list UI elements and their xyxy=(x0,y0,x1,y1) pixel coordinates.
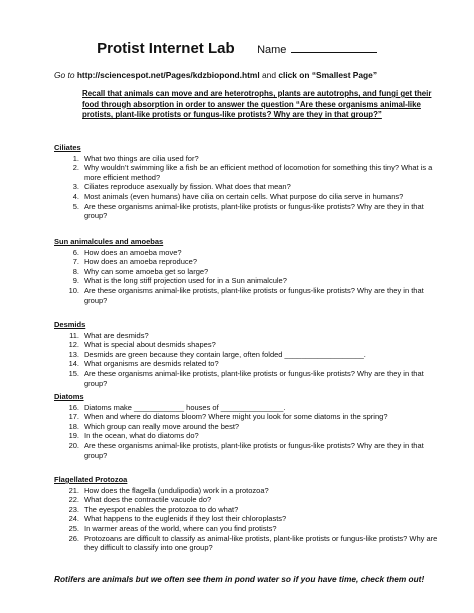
question-text: Are these organisms animal-like protists, plant-like protists or fungus-like protists? Why are they in that group? xyxy=(84,285,424,305)
question-text: The eyespot enables the protozoa to do what? xyxy=(84,504,239,514)
question-number: 5. xyxy=(72,201,79,211)
question-text: What is the long stiff projection used for in a Sun animalcule? xyxy=(84,276,287,286)
question-text: Are these organisms animal-like protists, plant-like protists or fungus-like protists? Why are they in that group? xyxy=(84,368,424,388)
question-item xyxy=(54,248,444,258)
question-number: 26. xyxy=(68,533,79,543)
section-heading: Desmids xyxy=(54,320,86,329)
question-item xyxy=(54,331,444,341)
question-text: How does the flagella (undulipodia) work in a protozoa? xyxy=(84,485,269,495)
question-item xyxy=(54,276,444,286)
question-item xyxy=(54,350,444,360)
name-label: Name xyxy=(257,44,287,56)
question-text: What is special about desmids shapes? xyxy=(84,340,216,350)
section-sun-animalcules xyxy=(54,237,444,305)
question-number: 2. xyxy=(72,163,79,173)
name-blank-line xyxy=(291,42,377,53)
question-text: When and where do diatoms bloom? Where might you look for some diatoms in the spring? xyxy=(84,412,388,422)
goto-action: click on “Smallest Page” xyxy=(278,70,378,80)
question-number: 25. xyxy=(68,523,79,533)
question-number: 8. xyxy=(72,266,79,276)
goto-instruction xyxy=(54,70,377,80)
question-text: How does an amoeba move? xyxy=(84,247,182,257)
question-number: 24. xyxy=(68,514,79,524)
question-text: What does the contractile vacuole do? xyxy=(84,495,212,505)
question-item xyxy=(54,182,444,192)
section-heading: Sun animalcules and amoebas xyxy=(54,237,164,246)
question-number: 3. xyxy=(72,182,79,192)
question-text: Ciliates reproduce asexually by fission. What does that mean? xyxy=(84,182,291,192)
question-number: 15. xyxy=(68,368,79,378)
question-item xyxy=(54,202,444,221)
question-item xyxy=(54,267,444,277)
question-number: 20. xyxy=(68,440,79,450)
question-number: 6. xyxy=(72,247,79,257)
title-row xyxy=(0,40,474,58)
question-item xyxy=(54,441,444,460)
section-heading: Flagellated Protozoa xyxy=(54,475,128,484)
question-text: Diatoms make ____________ houses of _______________. xyxy=(84,402,286,412)
question-number: 10. xyxy=(68,285,79,295)
question-item xyxy=(54,495,444,505)
question-text: How does an amoeba reproduce? xyxy=(84,257,197,267)
question-item xyxy=(54,257,444,267)
question-number: 14. xyxy=(68,359,79,369)
question-number: 4. xyxy=(72,191,79,201)
question-text: Most animals (even humans) have cilia on certain cells. What purpose do cilia serve in humans? xyxy=(84,191,404,201)
question-number: 1. xyxy=(72,153,79,163)
section-ciliates xyxy=(54,143,444,221)
question-text: Which group can really move around the best? xyxy=(84,421,240,431)
question-text: In the ocean, what do diatoms do? xyxy=(84,431,199,441)
goto-middle: and xyxy=(262,70,276,80)
question-item xyxy=(54,422,444,432)
question-number: 16. xyxy=(68,402,79,412)
question-number: 12. xyxy=(68,340,79,350)
question-number: 17. xyxy=(68,412,79,422)
section-heading: Diatoms xyxy=(54,392,84,401)
question-text: What organisms are desmids related to? xyxy=(84,359,219,369)
question-text: In warmer areas of the world, where can you find protists? xyxy=(84,523,277,533)
question-item xyxy=(54,163,444,182)
goto-url[interactable]: http://sciencespot.net/Pages/kdzbiopond.html xyxy=(76,70,260,80)
question-item xyxy=(54,192,444,202)
question-text: Protozoans are difficult to classify as animal-like protists, plant-like protists or fungus-like protists? Why are they difficult to classify into one group? xyxy=(84,533,438,553)
question-number: 23. xyxy=(68,504,79,514)
question-number: 11. xyxy=(69,330,79,340)
recall-paragraph: Recall that animals can move and are heterotrophs, plants are autotrophs, and fungi get their food through absorption in order to answer the question “Are these organisms animal-like protists, plant-like protists or fungus-like protists? Why are they in that group?” xyxy=(82,89,432,120)
question-item xyxy=(54,286,444,305)
question-text: What two things are cilia used for? xyxy=(84,153,199,163)
section-flagellated-protozoa xyxy=(54,475,444,553)
question-text: Desmids are green because they contain large, often folded ___________________. xyxy=(84,349,366,359)
question-item xyxy=(54,369,444,388)
goto-prefix: Go to xyxy=(54,70,75,80)
question-text: Are these organisms animal-like protists, plant-like protists or fungus-like protists? Why are they in that group? xyxy=(84,440,424,460)
question-item xyxy=(54,431,444,441)
question-item xyxy=(54,403,444,413)
page-title: Protist Internet Lab xyxy=(97,40,235,57)
question-item xyxy=(54,340,444,350)
question-text: What are desmids? xyxy=(84,330,149,340)
section-desmids xyxy=(54,320,444,388)
question-number: 13. xyxy=(68,349,79,359)
question-item xyxy=(54,486,444,496)
question-number: 9. xyxy=(72,276,79,286)
question-item xyxy=(54,412,444,422)
question-item xyxy=(54,505,444,515)
question-text: Why wouldn’t swimming like a fish be an efficient method of locomotion for something this tiny? What is a more efficient method? xyxy=(84,163,433,182)
question-number: 7. xyxy=(72,257,79,267)
question-text: Why can some amoeba get so large? xyxy=(84,266,209,276)
question-item xyxy=(54,524,444,534)
question-number: 19. xyxy=(68,431,79,441)
question-text: What happens to the euglenids if they lost their chloroplasts? xyxy=(84,514,287,524)
footer-note: Rotifers are animals but we often see them in pond water so if you have time, check them out! xyxy=(54,574,425,584)
question-number: 21. xyxy=(68,485,79,495)
section-heading: Ciliates xyxy=(54,143,81,152)
question-number: 18. xyxy=(68,421,79,431)
question-item xyxy=(54,534,444,553)
question-item xyxy=(54,514,444,524)
question-number: 22. xyxy=(68,495,79,505)
section-diatoms xyxy=(54,392,444,460)
question-text: Are these organisms animal-like protists, plant-like protists or fungus-like protists? Why are they in that group? xyxy=(84,201,424,221)
question-item xyxy=(54,154,444,164)
question-item xyxy=(54,359,444,369)
